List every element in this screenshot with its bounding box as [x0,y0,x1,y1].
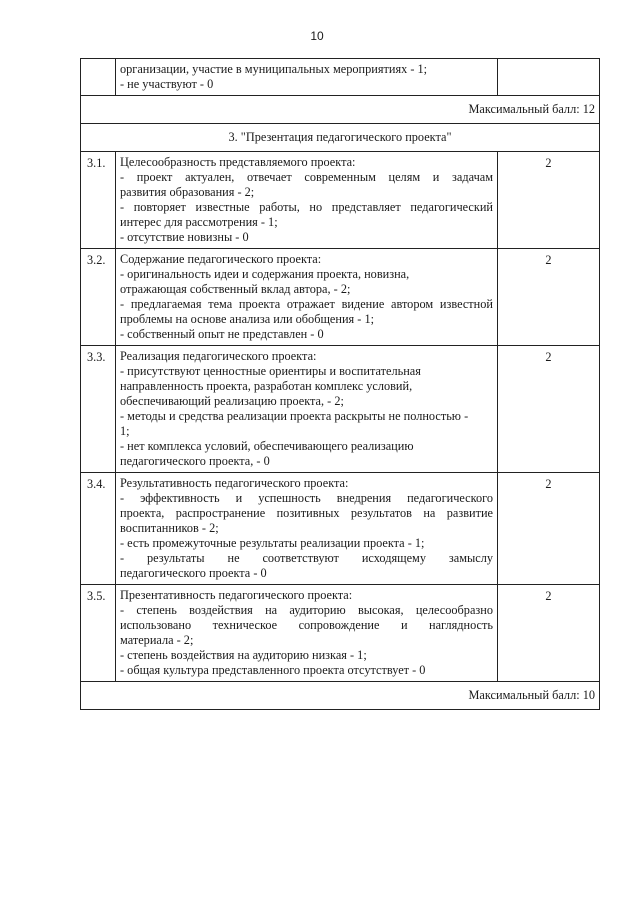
criterion-line: - повторяет известные работы, но представляет педагогический [120,200,493,214]
criterion-line: - есть промежуточные результаты реализации проекта - 1; [120,536,425,550]
criterion-text [116,152,498,249]
criterion-line: педагогического проекта, - 0 [120,454,270,468]
criterion-number: 3.2. [81,249,116,346]
criterion-line: - оригинальность идеи и содержания проекта, новизна, [120,267,410,281]
criterion-line: воспитанников - 2; [120,521,219,535]
criterion-number: 3.3. [81,346,116,473]
criterion-line: обеспечивающий реализацию проекта, - 2; [120,394,344,408]
section-title: 3. "Презентация педагогического проекта" [81,124,600,152]
num-cell [81,59,116,96]
criterion-number: 3.1. [81,152,116,249]
criterion-line: - эффективность и успешность внедрения педагогического [120,491,493,505]
criterion-text [116,346,498,473]
table-row [81,585,600,682]
criterion-line: интерес для рассмотрения - 1; [120,215,278,229]
criterion-line: - методы и средства реализации проекта раскрыты не полностью - [120,409,469,423]
criterion-line: проблемы на основе анализа или обобщения - 1; [120,312,375,326]
criterion-number: 3.5. [81,585,116,682]
table-row [81,152,600,249]
criterion-text [116,249,498,346]
page-number: 10 [310,29,324,43]
criterion-line: - степень воздействия на аудиторию высокая, целесообразно [120,603,493,617]
criterion-line: отражающая собственный вклад автора, - 2; [120,282,351,296]
table-row [81,346,600,473]
criterion-line: Презентативность педагогического проекта: [120,588,353,602]
criterion-line: использовано техническое сопровождение и наглядность [120,618,493,632]
criterion-score: 2 [498,473,600,585]
criterion-text [116,473,498,585]
criterion-text [116,59,498,96]
criterion-line: организации, участие в муниципальных мероприятиях - 1; [120,62,428,76]
criterion-line: проекта, распространение позитивных результатов на развитие [120,506,493,520]
criterion-line: - проект актуален, отвечает современным целям и задачам [120,170,493,184]
max-score-label: Максимальный балл: 12 [81,96,600,124]
criterion-score: 2 [498,346,600,473]
criterion-line: развития образования - 2; [120,185,255,199]
table-row [81,473,600,585]
table-row-continuation [81,59,600,96]
criterion-line: - не участвуют - 0 [120,77,214,91]
criterion-line: Целесообразность представляемого проекта: [120,155,356,169]
criterion-score: 2 [498,152,600,249]
criterion-line: - результаты не соответствуют исходящему замыслу [120,551,493,565]
criterion-line: - отсутствие новизны - 0 [120,230,249,244]
criterion-score: 2 [498,249,600,346]
criterion-line: - предлагаемая тема проекта отражает видение автором известной [120,297,493,311]
criterion-line: 1; [120,424,130,438]
criterion-text [116,585,498,682]
criterion-line: Содержание педагогического проекта: [120,252,322,266]
max-score-row [81,96,600,124]
criterion-score: 2 [498,585,600,682]
criterion-line: - присутствуют ценностные ориентиры и воспитательная [120,364,421,378]
criterion-line: - общая культура представленного проекта отсутствует - 0 [120,663,426,677]
section-header-row [81,124,600,152]
criterion-line: Результативность педагогического проекта: [120,476,349,490]
max-score-row [81,682,600,710]
criterion-line: - собственный опыт не представлен - 0 [120,327,324,341]
criterion-line: направленность проекта, разработан комплекс условий, [120,379,413,393]
criterion-line: - нет комплекса условий, обеспечивающего реализацию [120,439,414,453]
criteria-table [80,58,600,710]
criterion-line: материала - 2; [120,633,194,647]
max-score-label: Максимальный балл: 10 [81,682,600,710]
criterion-line: - степень воздействия на аудиторию низкая - 1; [120,648,367,662]
score-cell [498,59,600,96]
criterion-line: Реализация педагогического проекта: [120,349,317,363]
table-row [81,249,600,346]
criterion-number: 3.4. [81,473,116,585]
criterion-line: педагогического проекта - 0 [120,566,267,580]
